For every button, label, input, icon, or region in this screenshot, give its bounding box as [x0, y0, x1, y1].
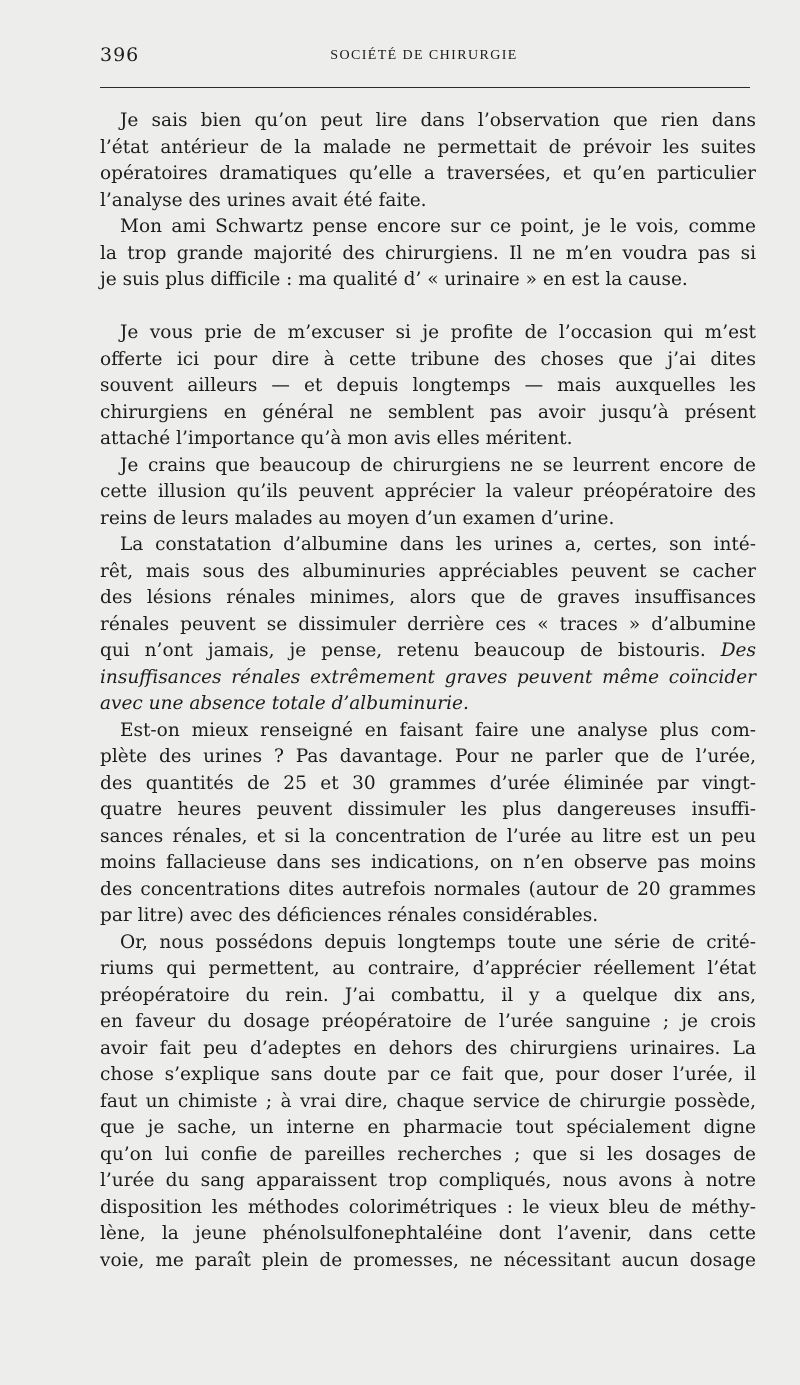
line-text: lène, la jeune phénolsulfonephtaléine dont l’avenir, dans cette [100, 1223, 756, 1244]
text-line [100, 903, 756, 930]
text-line [100, 1168, 756, 1195]
text-line [100, 1062, 756, 1089]
text-line [100, 956, 756, 983]
text-line [100, 1221, 756, 1248]
line-text: la trop grande majorité des chirurgiens. Il ne m’en voudra pas si [100, 242, 756, 264]
text-line [100, 161, 756, 188]
line-text: faut un chimiste ; à vrai dire, chaque service de chirurgie possède, [100, 1090, 756, 1112]
paragraph [100, 214, 756, 294]
line-text: l’urée du sang apparaissent trop compliqués, nous avons à notre [100, 1170, 756, 1191]
text-line [100, 983, 756, 1010]
text-line [100, 612, 756, 639]
text-line [100, 532, 756, 559]
text-line [100, 108, 756, 135]
line-text: avoir fait peu d’adeptes en dehors des chirurgiens urinaires. La [100, 1037, 756, 1059]
paragraph [100, 718, 756, 930]
body-text [100, 108, 756, 1274]
text-line [100, 1089, 756, 1116]
text-line [100, 1115, 756, 1142]
text-line [100, 930, 756, 957]
line-text: en faveur du dosage préopératoire de l’urée sanguine ; je crois [100, 1011, 756, 1032]
line-text: offerte ici pour dire à cette tribune des choses que j’ai dites [100, 348, 756, 370]
running-title: SOCIÉTÉ DE CHIRURGIE [330, 48, 518, 63]
line-text: qui n’ont jamais, je pense, retenu beaucoup de bistouris. [100, 640, 706, 661]
page-header [100, 44, 748, 74]
text-line [100, 718, 756, 745]
line-text: cette illusion qu’ils peuvent apprécier la valeur préopératoire des [100, 481, 756, 502]
line-text: que je sache, un interne en pharmacie tout spécialement digne [100, 1117, 756, 1138]
text-line [100, 373, 756, 400]
page-number: 396 [100, 44, 140, 66]
line-text: La constatation d’albumine dans les urines a, certes, son inté- [120, 534, 756, 555]
line-text: par litre) avec des déficiences rénales considérables. [100, 905, 599, 926]
line-text: Je sais bien qu’on peut lire dans l’observation que rien dans [120, 110, 756, 131]
line-text: l’analyse des urines avait été faite. [100, 189, 427, 211]
text-line [100, 585, 756, 612]
text-line [100, 1036, 756, 1063]
text-line [100, 665, 756, 692]
line-text: rêt, mais sous des albuminuries appréciables peuvent se cacher [100, 560, 756, 582]
paragraph [100, 320, 756, 453]
line-text: des quantités de 25 et 30 grammes d’urée éliminée par vingt- [100, 772, 756, 794]
text-line [100, 771, 756, 798]
text-line [100, 1009, 756, 1036]
line-text: souvent ailleurs — et depuis longtemps — mais auxquelles les [100, 375, 756, 396]
line-text: moins fallacieuse dans ses indications, on n’en observe pas moins [100, 852, 756, 873]
line-text: Est-on mieux renseigné en faisant faire une analyse plus com- [120, 719, 756, 741]
line-text: avec une absence totale d’albuminurie. [100, 693, 469, 714]
line-text: attaché l’importance qu’à mon avis elles méritent. [100, 428, 573, 449]
text-line [100, 241, 756, 268]
text-line [100, 506, 756, 533]
text-line [100, 479, 756, 506]
line-text: voie, me paraît plein de promesses, ne nécessitant aucun dosage [100, 1249, 756, 1271]
line-text: des concentrations dites autrefois normales (autour de 20 grammes [100, 878, 756, 900]
line-text: qu’on lui confie de pareilles recherches ; que si les dosages de [100, 1143, 756, 1165]
text-line [100, 135, 756, 162]
paragraph [100, 532, 756, 718]
text-line [100, 850, 756, 877]
line-text: des lésions rénales minimes, alors que de graves insuffisances [100, 587, 756, 608]
line-text: rénales peuvent se dissimuler derrière ces « traces » d’albumine [100, 613, 756, 635]
text-line [100, 267, 756, 294]
line-text: disposition les méthodes colorimétriques : le vieux bleu de méthy- [100, 1196, 756, 1218]
text-line [100, 426, 756, 453]
line-text: riums qui permettent, au contraire, d’apprécier réellement l’état [100, 958, 756, 979]
text-line [100, 877, 756, 904]
text-line [100, 638, 756, 665]
text-line [100, 1142, 756, 1169]
line-text: chose s’explique sans doute par ce fait que, pour doser l’urée, il [100, 1064, 756, 1085]
line-text: l’état antérieur de la malade ne permettait de prévoir les suites [100, 136, 756, 158]
text-line [100, 320, 756, 347]
line-text: préopératoire du rein. J’ai combattu, il y a quelque dix ans, [100, 984, 756, 1006]
text-line [100, 559, 756, 586]
text-line [100, 1195, 756, 1222]
text-line [100, 453, 756, 480]
line-text: opératoires dramatiques qu’elle a traversées, et qu’en particulier [100, 163, 756, 184]
paragraph [100, 453, 756, 533]
line-text: quatre heures peuvent dissimuler les plus dangereuses insuffi- [100, 799, 756, 820]
header-rule [100, 87, 750, 88]
line-text: Je vous prie de m’excuser si je profite de l’occasion qui m’est [120, 322, 756, 343]
text-line [100, 744, 756, 771]
paragraph [100, 930, 756, 1275]
paragraph [100, 108, 756, 214]
line-text: Mon ami Schwartz pense encore sur ce point, je le vois, comme [120, 216, 756, 237]
line-text: insuffisances rénales extrêmement graves peuvent même coïncider [100, 666, 756, 688]
text-line [100, 824, 756, 851]
text-line [100, 188, 756, 215]
text-line [100, 691, 756, 718]
line-text: Je crains que beaucoup de chirurgiens ne se leurrent encore de [120, 454, 756, 476]
line-text: plète des urines ? Pas davantage. Pour ne parler que de l’urée, [100, 746, 756, 767]
text-line [100, 1248, 756, 1275]
text-line [100, 347, 756, 374]
italic-text: Des [720, 640, 756, 661]
line-text: Or, nous possédons depuis longtemps toute une série de crité- [120, 931, 756, 953]
line-text: reins de leurs malades au moyen d’un examen d’urine. [100, 507, 615, 529]
text-line [100, 797, 756, 824]
line-text: chirurgiens en général ne semblent pas avoir jusqu’à présent [100, 401, 756, 423]
line-text: sances rénales, et si la concentration de l’urée au litre est un peu [100, 825, 756, 847]
line-text: je suis plus difficile : ma qualité d’ « urinaire » en est la cause. [100, 269, 688, 290]
text-line [100, 214, 756, 241]
text-line [100, 400, 756, 427]
